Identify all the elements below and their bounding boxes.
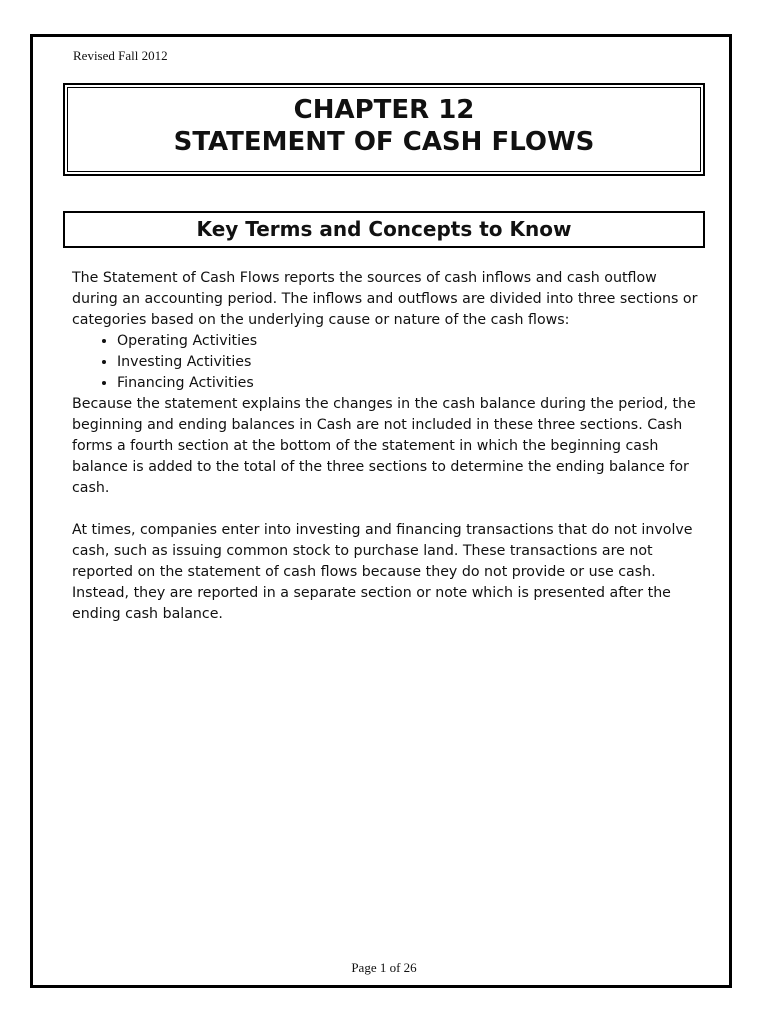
chapter-number: CHAPTER 12 (293, 95, 475, 125)
chapter-title-box (63, 83, 705, 176)
paragraph-spacer (72, 499, 702, 520)
revision-note: Revised Fall 2012 (73, 48, 168, 63)
chapter-name: STATEMENT OF CASH FLOWS (173, 127, 595, 157)
cash-balance-paragraph: Because the statement explains the changes in the cash balance during the period, the beginning and ending balances in Cash are not included in these three sections. Cash forms a fourth section at the bottom of the statement in which the beginning cash balance is added to the total of the three sections to determine the ending balance for cash. (72, 396, 696, 496)
page-number: Page 1 of 26 (351, 960, 417, 975)
list-item: • Investing Activities (117, 352, 702, 373)
chapter-title (67, 87, 701, 172)
intro-paragraph: The Statement of Cash Flows reports the sources of cash inflows and cash outflow during an accounting period. The inflows and outflows are divided into three sections or categories based on the underlying cause or nature of the cash flows: (72, 270, 698, 328)
list-item: • Financing Activities (117, 373, 702, 394)
noncash-paragraph: At times, companies enter into investing and financing transactions that do not involve cash, such as issuing common stock to purchase land. These transactions are not reported on the statement of cash flows because they do not provide or use cash. Instead, they are reported in a separate section or note which is presented after the ending cash balance. (72, 522, 693, 622)
section-heading: Key Terms and Concepts to Know (63, 211, 705, 248)
body-content (72, 268, 702, 625)
activity-list (72, 331, 702, 394)
list-item: • Operating Activities (117, 331, 702, 352)
